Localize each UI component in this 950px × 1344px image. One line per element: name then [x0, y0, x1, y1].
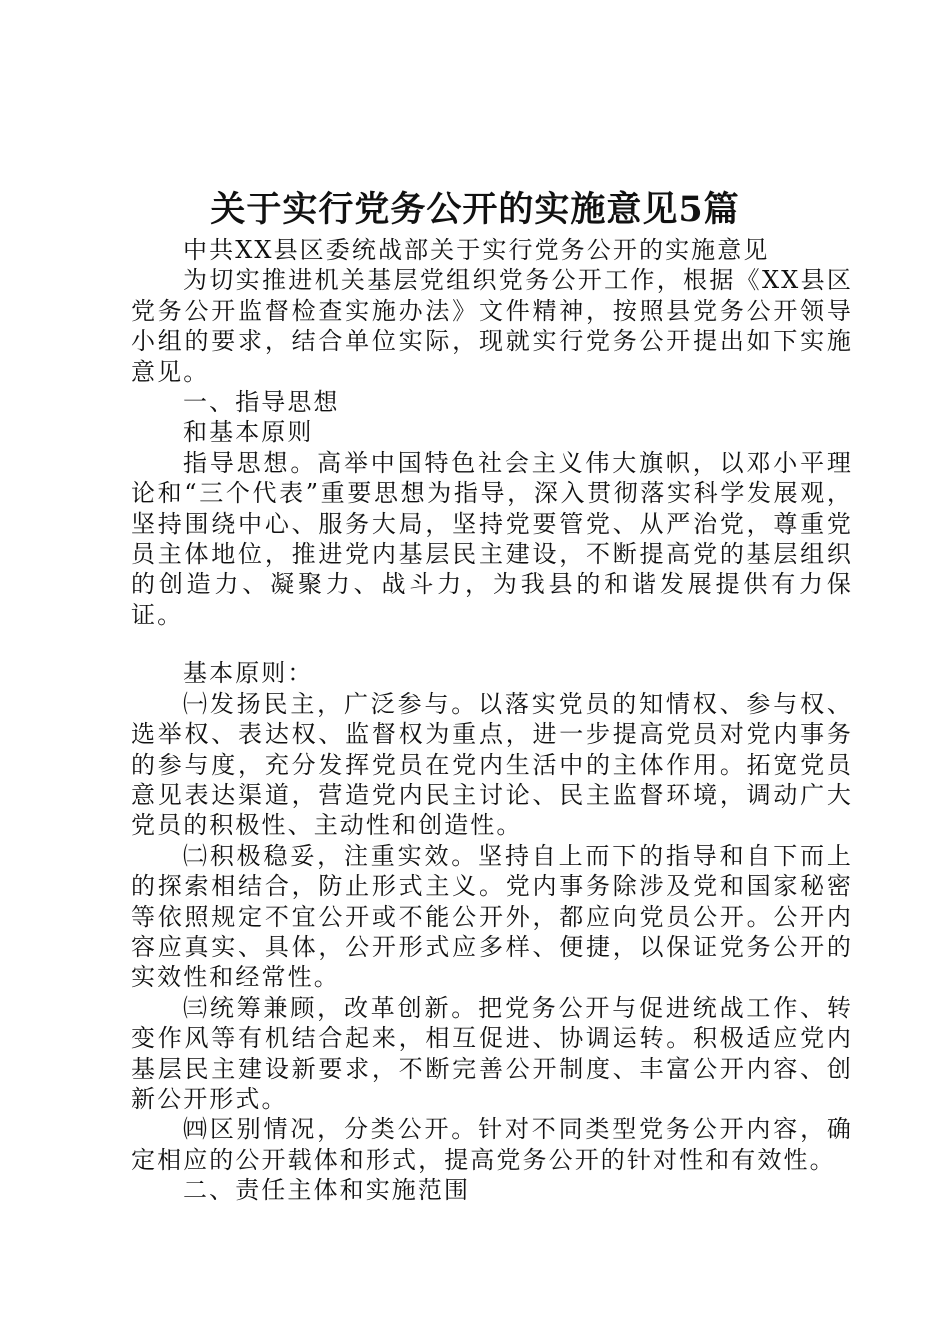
paragraph-guiding-thought: 指导思想。高举中国特色社会主义伟大旗帜，以邓小平理论和“三个代表”重要思想为指导，深入贯彻落实科学发展观，坚持围绕中心、服务大局，坚持党要管党、从严治党，尊重党员主体地位，推进党内基层民主建设，不断提高党的基层组织的创造力、凝聚力、战斗力，为我县的和谐发展提供有力保证。	[131, 448, 853, 629]
document-title: 关于实行党务公开的实施意见5篇	[210, 189, 740, 230]
section-heading-1-cont: 和基本原则	[183, 418, 314, 447]
paragraph-basic-principles: 基本原则：	[183, 659, 314, 688]
paragraph-intro: 为切实推进机关基层党组织党务公开工作，根据《XX县区党务公开监督检查实施办法》文件精神，按照县党务公开领导小组的要求，结合单位实际，现就实行党务公开提出如下实施意见。	[131, 266, 853, 386]
paragraph-gap	[131, 630, 853, 658]
section-heading-2: 二、责任主体和实施范围	[183, 1176, 471, 1205]
principle-item-1: ㈠发扬民主，广泛参与。以落实党员的知情权、参与权、选举权、表达权、监督权为重点，进一步提高党员对党内事务的参与度，充分发挥党员在党内生活中的主体作用。拓宽党员意见表达渠道，营造党内民主讨论、民主监督环境，调动广大党员的积极性、主动性和创造性。	[131, 689, 853, 840]
principle-item-2: ㈡积极稳妥，注重实效。坚持自上而下的指导和自下而上的探索相结合，防止形式主义。党内事务除涉及党和国家秘密等依照规定不宜公开或不能公开外，都应向党员公开。公开内容应真实、具体，公开形式应多样、便捷，以保证党务公开的实效性和经常性。	[131, 841, 853, 992]
principle-item-4: ㈣区别情况，分类公开。针对不同类型党务公开内容，确定相应的公开载体和形式，提高党务公开的针对性和有效性。	[131, 1115, 853, 1174]
paragraph-subtitle: 中共XX县区委统战部关于实行党务公开的实施意见	[183, 236, 770, 264]
section-heading-1: 一、指导思想	[183, 388, 340, 417]
principle-item-3: ㈢统筹兼顾，改革创新。把党务公开与促进统战工作、转变作风等有机结合起来，相互促进、协调运转。积极适应党内基层民主建设新要求，不断完善公开制度、丰富公开内容、创新公开形式。	[131, 993, 853, 1113]
document-body	[131, 235, 853, 1206]
